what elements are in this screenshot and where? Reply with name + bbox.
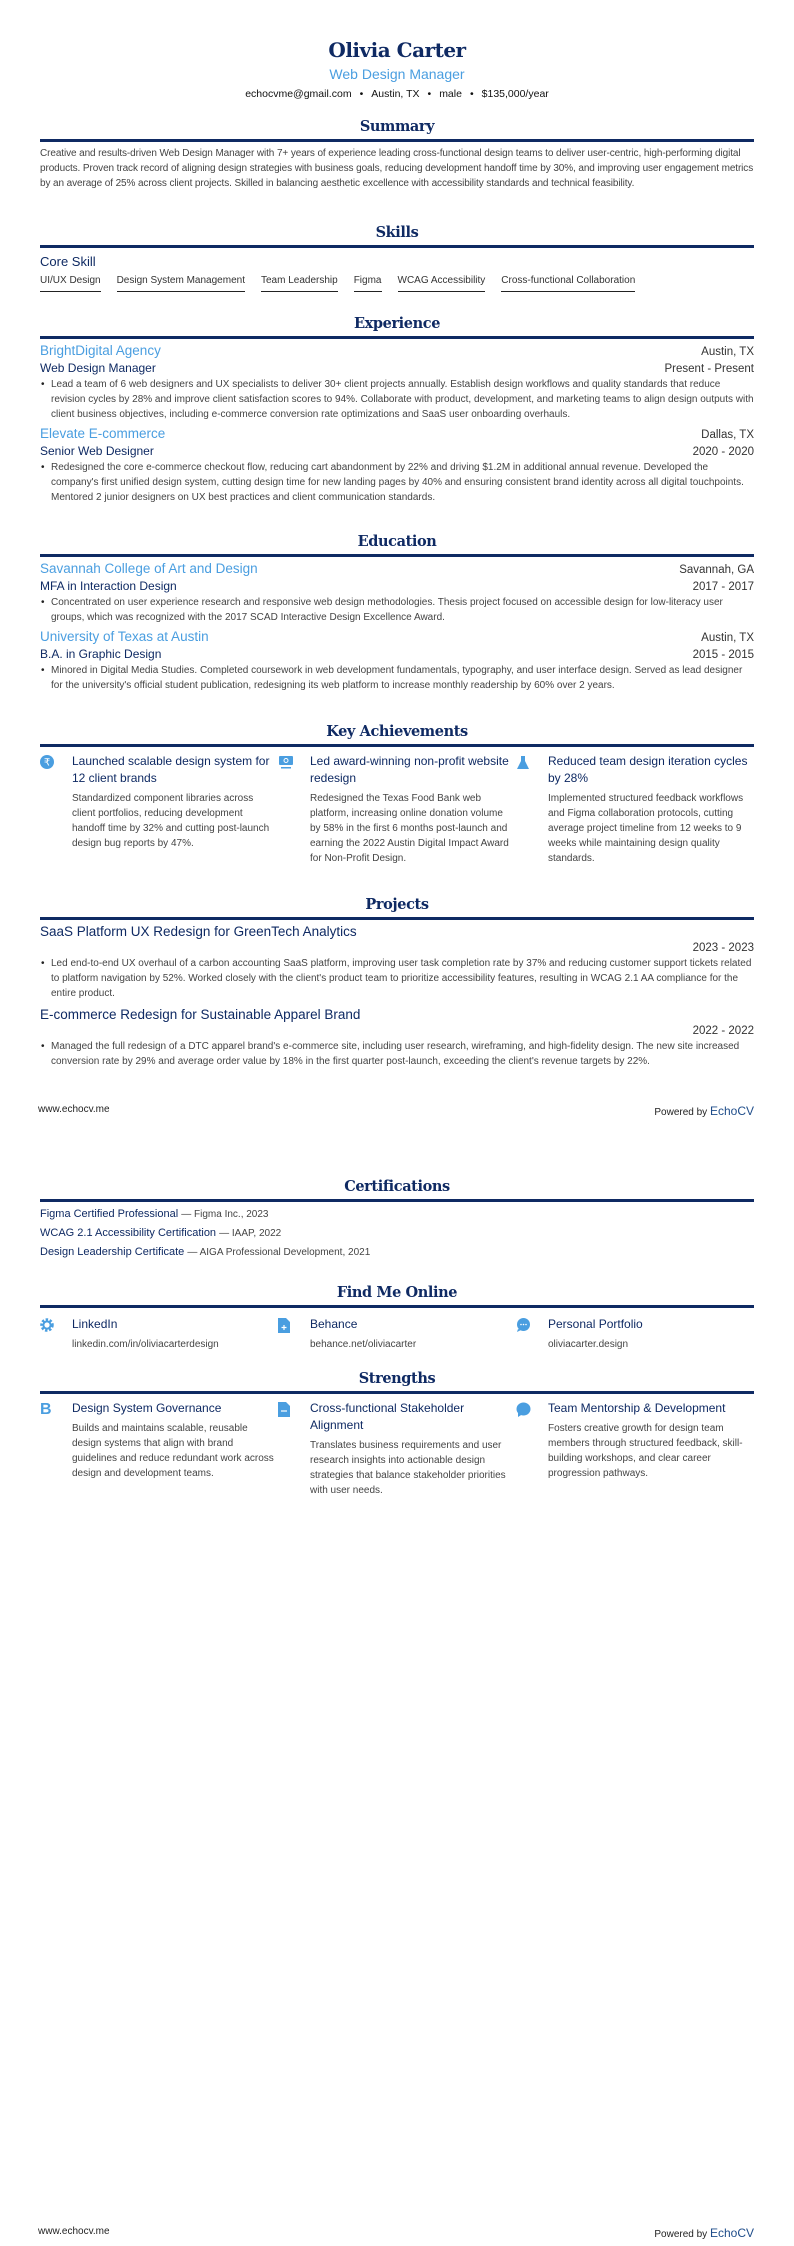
strength-title: Cross-functional Stakeholder Alignment xyxy=(310,1401,465,1432)
job-role: Senior Web Designer xyxy=(40,444,154,458)
page-footer xyxy=(38,1104,754,1118)
footer-site-link[interactable]: www.echocv.me xyxy=(38,1104,110,1115)
education-bullet: • Minored in Digital Media Studies. Completed coursework in web development fundamentals, typography, and user interface design. Served as lead designer for the university's official student publication, redesigning its web platform to increase monthly readership by 60% over 2 years. xyxy=(40,663,754,693)
project-entry xyxy=(40,1007,754,1069)
powered-by-label: Powered by xyxy=(654,2229,708,2240)
skill-tag: Figma xyxy=(354,275,382,292)
achievement-title: Led award-winning non-profit website redesign xyxy=(310,754,509,785)
achievement-description: Implemented structured feedback workflows and Figma collaboration protocols, cutting average project timeline from 12 weeks to 9 weeks while maintaining design quality standards. xyxy=(548,793,744,864)
strength-title: Team Mentorship & Development xyxy=(548,1401,726,1415)
achievement-title: Launched scalable design system for 12 client brands xyxy=(72,754,270,785)
education-dates: 2017 - 2017 xyxy=(692,581,754,593)
experience-section xyxy=(40,315,754,505)
certification-name: Figma Certified Professional xyxy=(40,1208,179,1220)
job-title: Web Design Manager xyxy=(329,66,465,82)
gender: male xyxy=(439,88,462,100)
location: Austin, TX xyxy=(371,88,420,100)
online-profile-item[interactable] xyxy=(278,1316,516,1352)
strength-item xyxy=(278,1400,516,1498)
section-heading: Strengths xyxy=(40,1370,754,1394)
certification-detail: — Figma Inc., 2023 xyxy=(181,1209,269,1220)
profile-url[interactable]: behance.net/oliviacarter xyxy=(310,1339,417,1350)
strength-item xyxy=(516,1400,754,1498)
certification-item xyxy=(40,1227,754,1239)
certifications-section xyxy=(40,1178,754,1265)
online-profile-item[interactable] xyxy=(40,1316,278,1352)
job-role: Web Design Manager xyxy=(40,361,156,375)
strength-description: Translates business requirements and user research insights into actionable design strategies that balance stakeholder priorities with user needs. xyxy=(310,1440,506,1496)
certification-item xyxy=(40,1246,754,1258)
job-location: Austin, TX xyxy=(701,346,754,358)
job-bullet: • Redesigned the core e-commerce checkout flow, reducing cart abandonment by 22% and driving $1.2M in additional annual revenue. Developed the company's first unified design system, cutting design time for new landing pages by 40% and ensuring consistent brand identity across all digital touchpoints. Mentored 2 junior designers on UX best practices and client communication standards. xyxy=(40,460,754,505)
education-section xyxy=(40,533,754,693)
section-heading: Skills xyxy=(40,224,754,248)
education-entry xyxy=(40,629,754,693)
section-heading: Experience xyxy=(40,315,754,339)
project-bullet: • Led end-to-end UX overhaul of a carbon accounting SaaS platform, improving user task completion rate by 37% and reducing customer support tickets related to platform navigation by 52%. Worked closely with the client's product team to prioritize accessibility features, resulting in WCAG 2.1 AA compliance for the entire product. xyxy=(40,956,754,1001)
section-heading: Find Me Online xyxy=(40,1284,754,1308)
skill-group-title: Core Skill xyxy=(40,254,96,269)
contact-line: echocvme@gmail.com • Austin, TX • male • $135,000/year xyxy=(245,88,549,100)
project-bullet: • Managed the full redesign of a DTC apparel brand's e-commerce site, including user research, wireframing, and high-fidelity design. The new site increased conversion rate by 29% and average order value by 18% in the first quarter post-launch, exceeding the client's revenue targets by 22%. xyxy=(40,1039,754,1069)
project-dates: 2023 - 2023 xyxy=(692,942,754,954)
skill-tag: Design System Management xyxy=(117,275,245,292)
section-heading: Projects xyxy=(40,896,754,920)
school-location: Austin, TX xyxy=(701,632,754,644)
school-location: Savannah, GA xyxy=(679,564,754,576)
achievement-item xyxy=(278,753,516,866)
profile-label: Behance xyxy=(310,1317,358,1331)
strengths-section xyxy=(40,1370,754,1498)
speech-bubble-icon xyxy=(516,1400,534,1498)
brand-logo: EchoCV xyxy=(709,2226,754,2240)
certification-name: WCAG 2.1 Accessibility Certification xyxy=(40,1227,217,1239)
skills-section xyxy=(40,224,754,292)
rupee-coin-icon xyxy=(40,753,58,866)
powered-by-label: Powered by xyxy=(654,1107,708,1118)
education-entry xyxy=(40,561,754,625)
candidate-name: Olivia Carter xyxy=(328,38,466,62)
strength-item xyxy=(40,1400,278,1498)
email[interactable]: echocvme@gmail.com xyxy=(245,88,352,100)
project-entry xyxy=(40,924,754,1001)
summary-text: Creative and results-driven Web Design Manager with 7+ years of experience leading cross-functional design teams to deliver user-centric, high-performing digital products. Proven track record of aligning design strategies with business goals, reducing development handoff time by 30%, and improving user engagement metrics by an average of 25% across client projects. Skilled in balancing aesthetic excellence with accessibility standards and technical feasibility. xyxy=(40,148,754,189)
online-section xyxy=(40,1284,754,1352)
education-dates: 2015 - 2015 xyxy=(692,649,754,661)
page-footer xyxy=(38,2226,754,2240)
degree: B.A. in Graphic Design xyxy=(40,647,162,661)
certification-detail: — AIGA Professional Development, 2021 xyxy=(187,1247,371,1258)
skill-tag: Cross-functional Collaboration xyxy=(501,275,635,292)
project-dates: 2022 - 2022 xyxy=(692,1025,754,1037)
bold-b-icon: B xyxy=(40,1401,52,1418)
project-title: E-commerce Redesign for Sustainable Apparel Brand xyxy=(40,1007,361,1022)
job-dates: 2020 - 2020 xyxy=(692,446,754,458)
profile-url[interactable]: linkedin.com/in/oliviacarterdesign xyxy=(72,1339,219,1350)
certification-name: Design Leadership Certificate xyxy=(40,1246,185,1258)
footer-site-link[interactable]: www.echocv.me xyxy=(38,2226,110,2237)
strength-title: Design System Governance xyxy=(72,1401,222,1415)
experience-entry xyxy=(40,426,754,505)
certification-detail: — IAAP, 2022 xyxy=(219,1228,282,1239)
school-name: University of Texas at Austin xyxy=(40,629,209,644)
achievements-section xyxy=(40,723,754,866)
achievement-item xyxy=(516,753,754,866)
company-name: BrightDigital Agency xyxy=(40,343,161,358)
education-bullet: • Concentrated on user experience research and responsive web design methodologies. Thesis project focused on accessible design for low-literacy user groups, which was recognized with the 2017 SCAD Interactive Design Excellence Award. xyxy=(40,595,754,625)
section-heading: Certifications xyxy=(40,1178,754,1202)
resume-header xyxy=(40,38,754,100)
online-profile-item[interactable] xyxy=(516,1316,754,1352)
summary-section xyxy=(40,118,754,191)
job-location: Dallas, TX xyxy=(701,429,754,441)
projects-section xyxy=(40,896,754,1069)
company-name: Elevate E-commerce xyxy=(40,426,166,441)
profile-label: LinkedIn xyxy=(72,1317,118,1331)
certification-item xyxy=(40,1208,754,1220)
salary: $135,000/year xyxy=(481,88,549,100)
monitor-icon xyxy=(278,753,296,866)
section-heading: Summary xyxy=(40,118,754,142)
document-icon xyxy=(278,1400,296,1498)
skill-tag: Team Leadership xyxy=(261,275,338,292)
brand-logo: EchoCV xyxy=(709,1104,754,1118)
strength-description: Fosters creative growth for design team members through structured feedback, skill-building workshops, and clear career progression pathways. xyxy=(548,1423,743,1479)
profile-url[interactable]: oliviacarter.design xyxy=(548,1339,629,1350)
strength-description: Builds and maintains scalable, reusable design systems that align with brand guidelines and reduce redundant work across design and development teams. xyxy=(72,1423,274,1479)
gear-icon xyxy=(40,1316,58,1352)
job-bullet: • Lead a team of 6 web designers and UX specialists to deliver 30+ client projects annually. Establish design workflows and quality standards that reduce revision cycles by 28% and improve client satisfaction scores to 94%. Collaborate with product, development, and marketing teams to align design outputs with client business objectives, including e-commerce conversion rate optimizations and SaaS user onboarding overhauls. xyxy=(40,377,754,422)
degree: MFA in Interaction Design xyxy=(40,579,177,593)
flask-icon xyxy=(516,753,534,866)
svg-text:₹: ₹ xyxy=(43,757,51,769)
achievement-description: Standardized component libraries across client portfolios, reducing development handoff time by 32% and cutting post-launch design bug reports by 47%. xyxy=(72,793,270,849)
section-heading: Key Achievements xyxy=(40,723,754,747)
project-title: SaaS Platform UX Redesign for GreenTech Analytics xyxy=(40,924,357,939)
job-dates: Present - Present xyxy=(664,363,754,375)
section-heading: Education xyxy=(40,533,754,557)
document-plus-icon xyxy=(278,1316,296,1352)
achievement-item xyxy=(40,753,278,866)
skill-tag: WCAG Accessibility xyxy=(398,275,486,292)
achievement-title: Reduced team design iteration cycles by 28% xyxy=(548,754,748,785)
profile-label: Personal Portfolio xyxy=(548,1317,643,1331)
experience-entry xyxy=(40,343,754,422)
achievement-description: Redesigned the Texas Food Bank web platform, increasing online donation volume by 58% in the first 6 months post-launch and earning the 2022 Austin Digital Impact Award for Non-Profit Design. xyxy=(310,793,509,864)
school-name: Savannah College of Art and Design xyxy=(40,561,258,576)
chat-bubble-icon xyxy=(516,1316,534,1352)
skill-tag: UI/UX Design xyxy=(40,275,101,292)
